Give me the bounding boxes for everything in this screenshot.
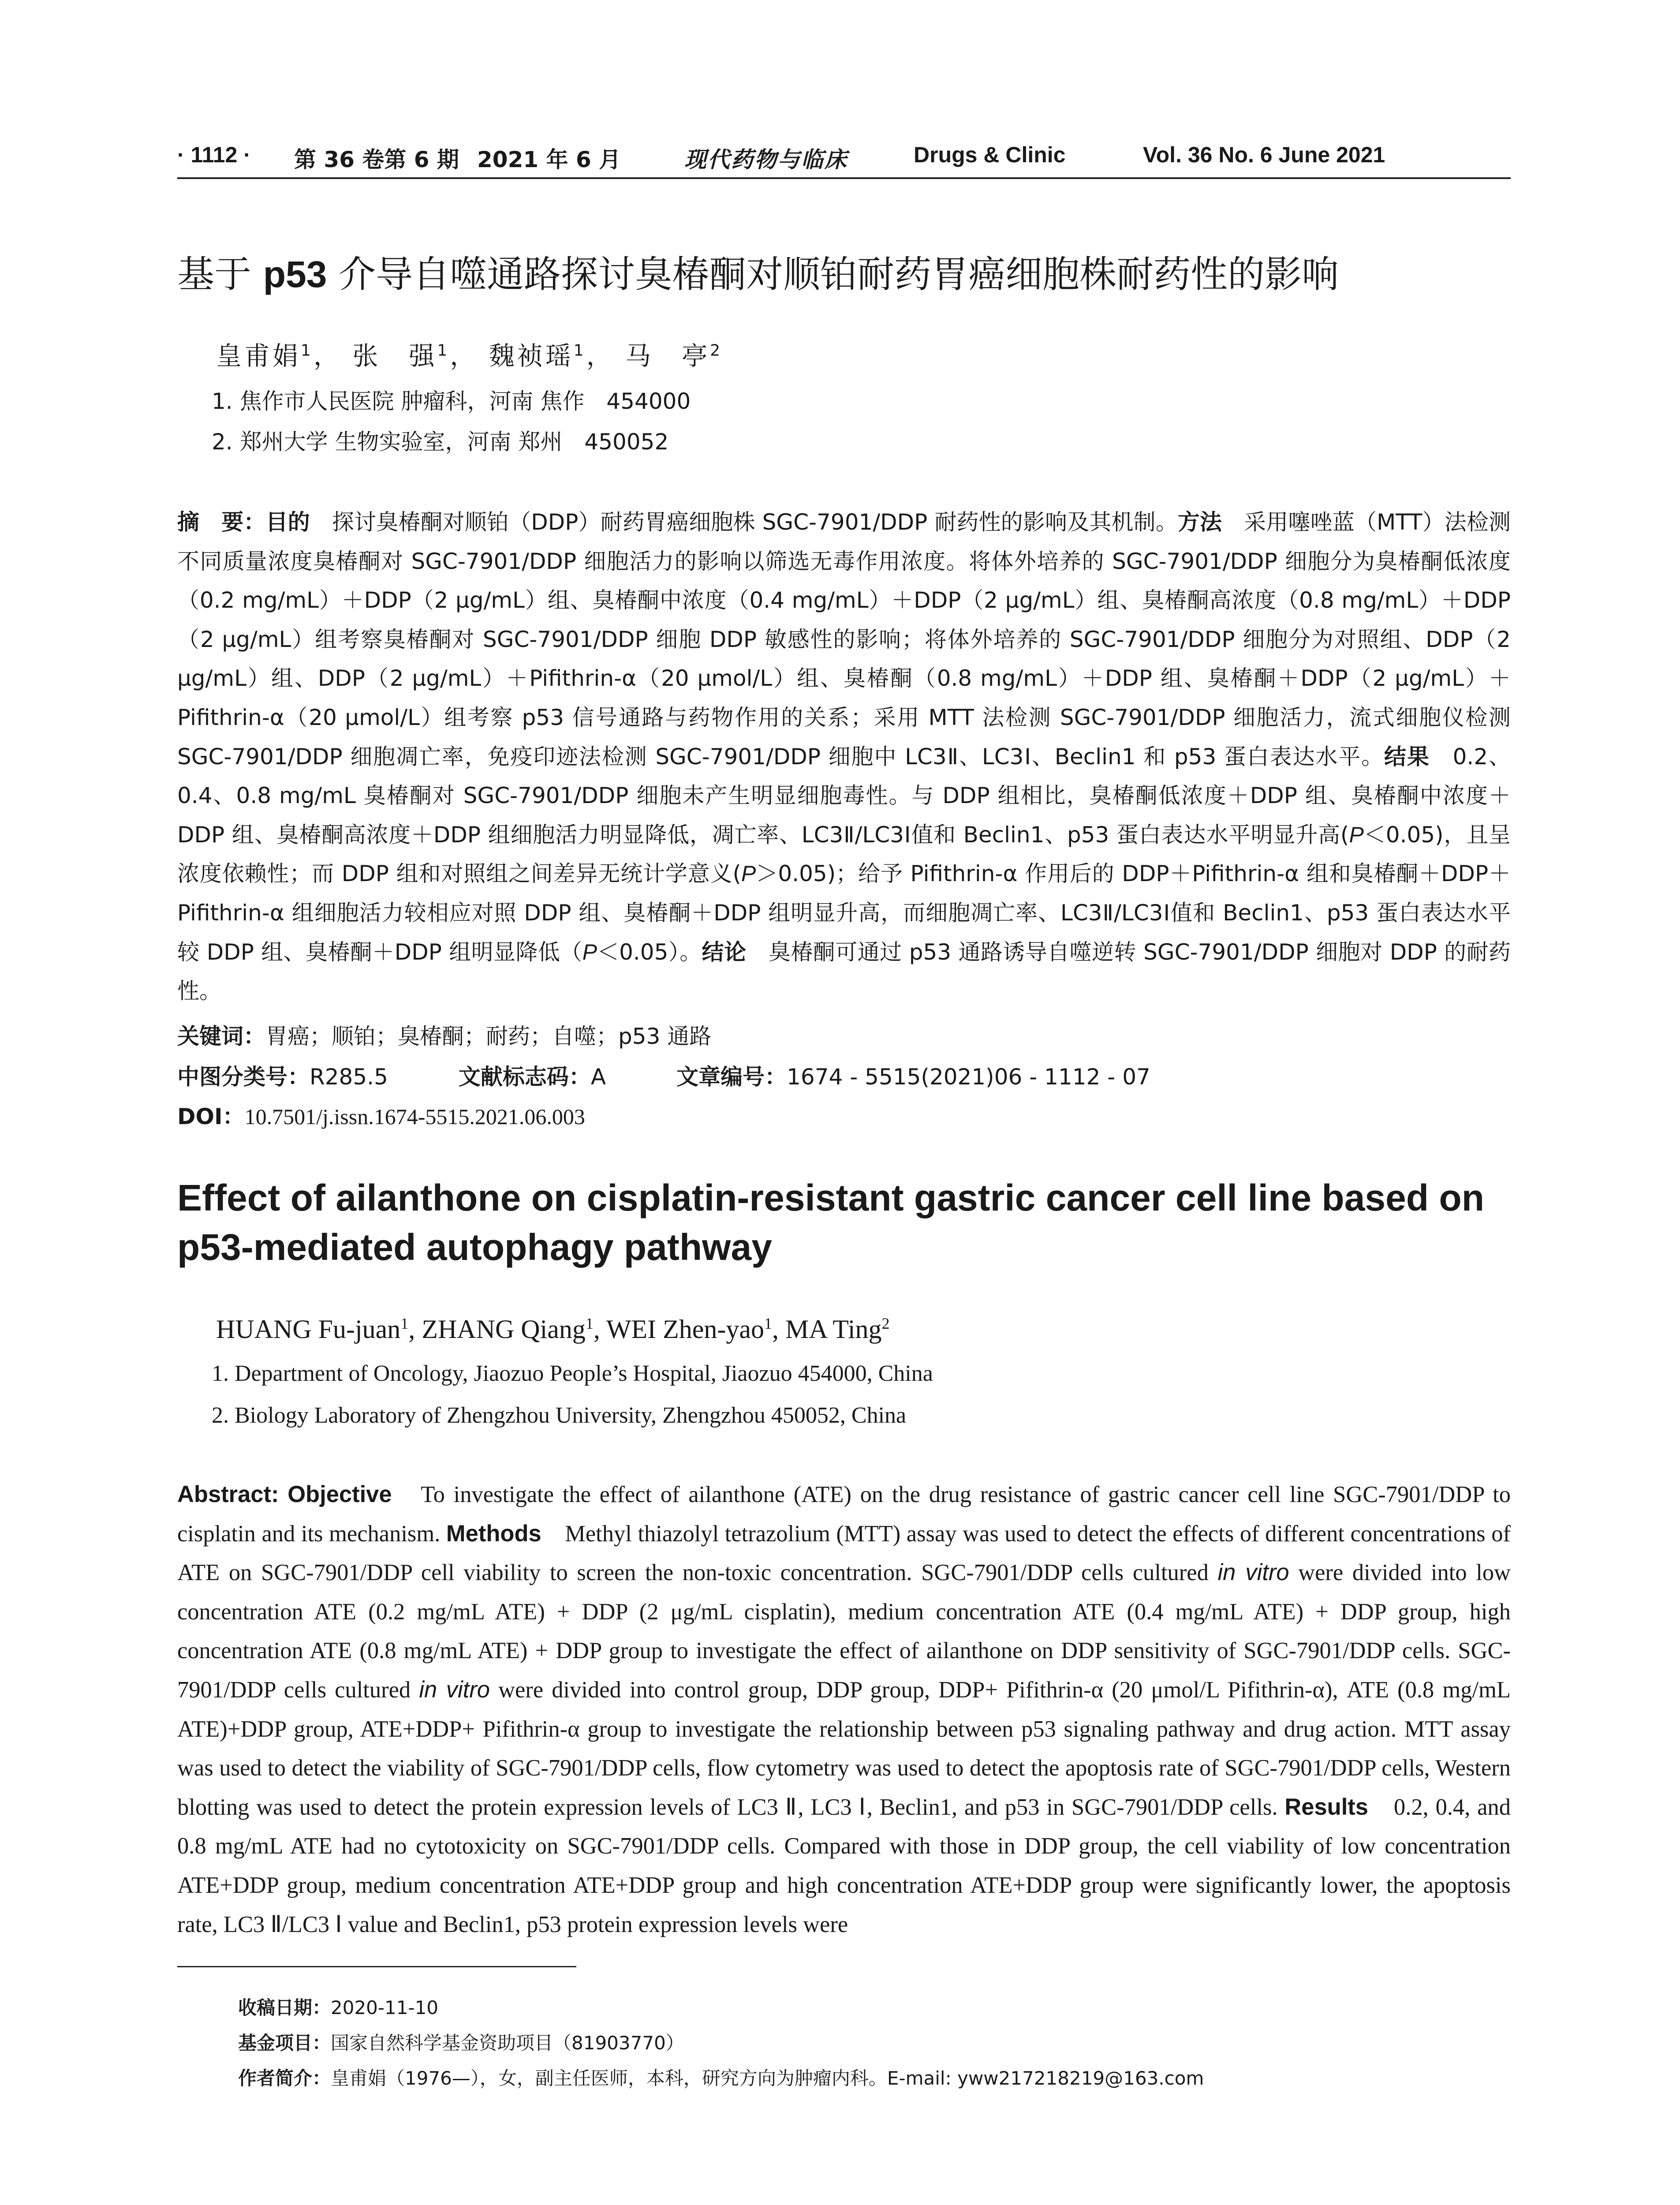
author-cn: 皇甫娟 bbox=[216, 341, 301, 371]
date-cn: 2021 年 6 月 bbox=[477, 147, 621, 172]
volume-cn: 第 36 卷第 6 期 bbox=[294, 147, 459, 172]
footnote-received: 收稿日期：2020-11-10 bbox=[238, 1997, 439, 2018]
affiliation-en-2: 2. Biology Laboratory of Zhengzhou University, Zhengzhou 450052, China bbox=[212, 1403, 907, 1428]
authors-cn: 皇甫娟$^1$， 张 强$^1$， 魏祯瑶$^1$， 马 亭$^2$ bbox=[216, 341, 723, 371]
doi-link[interactable]: 10.7501/j.issn.1674-5515.2021.06.003 bbox=[244, 1104, 585, 1129]
abstract-en: Abstract: Objective To investigate the effect of ailanthone (ATE) on the drug resistance of gastric cancer cell line SGC-7901/DDP to cisplatin and its mechanism. Methods Methyl thiazolyl tetrazolium (MTT) assay was used to detect the effects of different concentrations of ATE on SGC-7901/DDP cell viability to screen the non-toxic concentration. SGC-7901/DDP cells cultured in vitro were divided into low concentration ATE (0.2 mg/mL ATE) + DDP (2 μg/mL cisplatin), medium concentration ATE (0.4 mg/mL ATE) + DDP group, high concentration ATE (0.8 mg/mL ATE) + DDP group to investigate the effect of ailanthone on DDP sensitivity of SGC-7901/DDP cells. SGC-7901/DDP cells cultured in vitro were divided into control group, DDP group, DDP+ Pifithrin-α (20 μmol/L Pifithrin-α), ATE (0.8 mg/mL ATE)+DDP group, ATE+DDP+ Pifithrin-α group to investigate the relationship between p53 signaling pathway and drug action. MTT assay was used to detect the viability of SGC-7901/DDP cells, flow cytometry was used to detect the apoptosis rate of SGC-7901/DDP cells, Western blotting was used to detect the protein expression levels of LC3 Ⅱ, LC3 Ⅰ, Beclin1, and p53 in SGC-7901/DDP cells. Results 0.2, 0.4, and 0.8 mg/mL ATE had no cytotoxicity on SGC-7901/DDP cells. Compared with those in DDP group, the cell viability of low concentration ATE+DDP group, medium concentration ATE+DDP group and high concentration ATE+DDP group were significantly lower, the apoptosis rate, LC3 Ⅱ/LC3 Ⅰ value and Beclin1, p53 protein expression levels were bbox=[177, 1481, 1511, 1937]
doi-line: DOI：10.7501/j.issn.1674-5515.2021.06.003 bbox=[177, 1104, 585, 1129]
author-en: MA Ting bbox=[785, 1315, 882, 1344]
affiliation-cn-2: 2. 郑州大学 生物实验室，河南 郑州 450052 bbox=[212, 429, 669, 455]
journal-name-en: Drugs & Clinic bbox=[914, 142, 1066, 167]
author-cn: 马 亭 bbox=[625, 341, 710, 371]
page-number: · 1112 · bbox=[177, 142, 251, 167]
authors-en: HUANG Fu-juan$^1$, ZHANG Qiang$^1$, WEI Zhen-yao$^1$, MA Ting$^2$ bbox=[216, 1315, 890, 1344]
running-header bbox=[177, 142, 1511, 177]
author-en: HUANG Fu-juan bbox=[216, 1315, 401, 1344]
author-en: ZHANG Qiang bbox=[422, 1315, 586, 1344]
author-en: WEI Zhen-yao bbox=[606, 1315, 764, 1344]
abstract-cn: 摘 要：目的 探讨臭椿酮对顺铂（DDP）耐药胃癌细胞株 SGC-7901/DDP 耐药性的影响及其机制。方法 采用噻唑蓝（MTT）法检测不同质量浓度臭椿酮对 SGC-7901/DDP 细胞活力的影响以筛选无毒作用浓度。将体外培养的 SGC-7901/DDP 细胞分为臭椿酮低浓度（0.2 mg/mL）＋DDP（2 μg/mL）组、臭椿酮中浓度（0.4 mg/mL）＋DDP（2 μg/mL）组、臭椿酮高浓度（0.8 mg/mL）＋DDP（2 μg/mL）组考察臭椿酮对 SGC-7901/DDP 细胞 DDP 敏感性的影响；将体外培养的 SGC-7901/DDP 细胞分为对照组、DDP（2 μg/mL）组、DDP（2 μg/mL）＋Pifithrin-α（20 μmol/L）组、臭椿酮（0.8 mg/mL）＋DDP 组、臭椿酮＋DDP（2 μg/mL）＋Pifithrin-α（20 μmol/L）组考察 p53 信号通路与药物作用的关系；采用 MTT 法检测 SGC-7901/DDP 细胞活力，流式细胞仪检测 SGC-7901/DDP 细胞凋亡率，免疫印迹法检测 SGC-7901/DDP 细胞中 LC3Ⅱ、LC3Ⅰ、Beclin1 和 p53 蛋白表达水平。结果 0.2、0.4、0.8 mg/mL 臭椿酮对 SGC-7901/DDP 细胞未产生明显细胞毒性。与 DDP 组相比，臭椿酮低浓度＋DDP 组、臭椿酮中浓度＋DDP 组、臭椿酮高浓度＋DDP 组细胞活力明显降低，凋亡率、LC3Ⅱ/LC3Ⅰ值和 Beclin1、p53 蛋白表达水平明显升高(P＜0.05)，且呈浓度依赖性；而 DDP 组和对照组之间差异无统计学意义(P＞0.05)；给予 Pifithrin-α 作用后的 DDP＋Pifithrin-α 组和臭椿酮＋DDP＋Pifithrin-α 组细胞活力较相应对照 DDP 组、臭椿酮＋DDP 组明显升高，而细胞凋亡率、LC3Ⅱ/LC3Ⅰ值和 Beclin1、p53 蛋白表达水平较 DDP 组、臭椿酮＋DDP 组明显降低（P＜0.05）。结论 臭椿酮可通过 p53 通路诱导自噬逆转 SGC-7901/DDP 细胞对 DDP 的耐药性。 bbox=[177, 509, 1511, 1004]
journal-name-cn: 现代药物与临床 bbox=[684, 147, 848, 172]
title-cn: 基于 p53 介导自噬通路探讨臭椿酮对顺铂耐药胃癌细胞株耐药性的影响 bbox=[177, 253, 1339, 296]
affiliation-en-1: 1. Department of Oncology, Jiaozuo People’s Hospital, Jiaozuo 454000, China bbox=[212, 1361, 933, 1386]
classification-line: 中图分类号：R285.5 文献标志码：A 文章编号：1674 - 5515(2021)06 - 1112 - 07 bbox=[177, 1064, 1150, 1090]
title-en: Effect of ailanthone on cisplatin-resistant gastric cancer cell line based on p53-mediated autophagy pathway bbox=[177, 1177, 1485, 1268]
footnote-fund: 基金项目：国家自然科学基金资助项目（81903770） bbox=[238, 2032, 684, 2054]
volume-en: Vol. 36 No. 6 June 2021 bbox=[1143, 142, 1385, 167]
keywords-cn: 关键词：胃癌；顺铂；臭椿酮；耐药；自噬；p53 通路 bbox=[177, 1024, 712, 1049]
footnote-author: 作者简介：皇甫娟（1976—），女，副主任医师，本科，研究方向为肿瘤内科。E-mail: yww217218219@163.com bbox=[238, 2067, 1204, 2089]
header-rule bbox=[177, 177, 1511, 179]
footnote-rule bbox=[177, 1966, 576, 1967]
affiliation-cn-1: 1. 焦作市人民医院 肿瘤科，河南 焦作 454000 bbox=[212, 389, 691, 414]
author-cn: 魏祯瑶 bbox=[489, 341, 574, 371]
author-cn: 张 强 bbox=[352, 341, 437, 371]
